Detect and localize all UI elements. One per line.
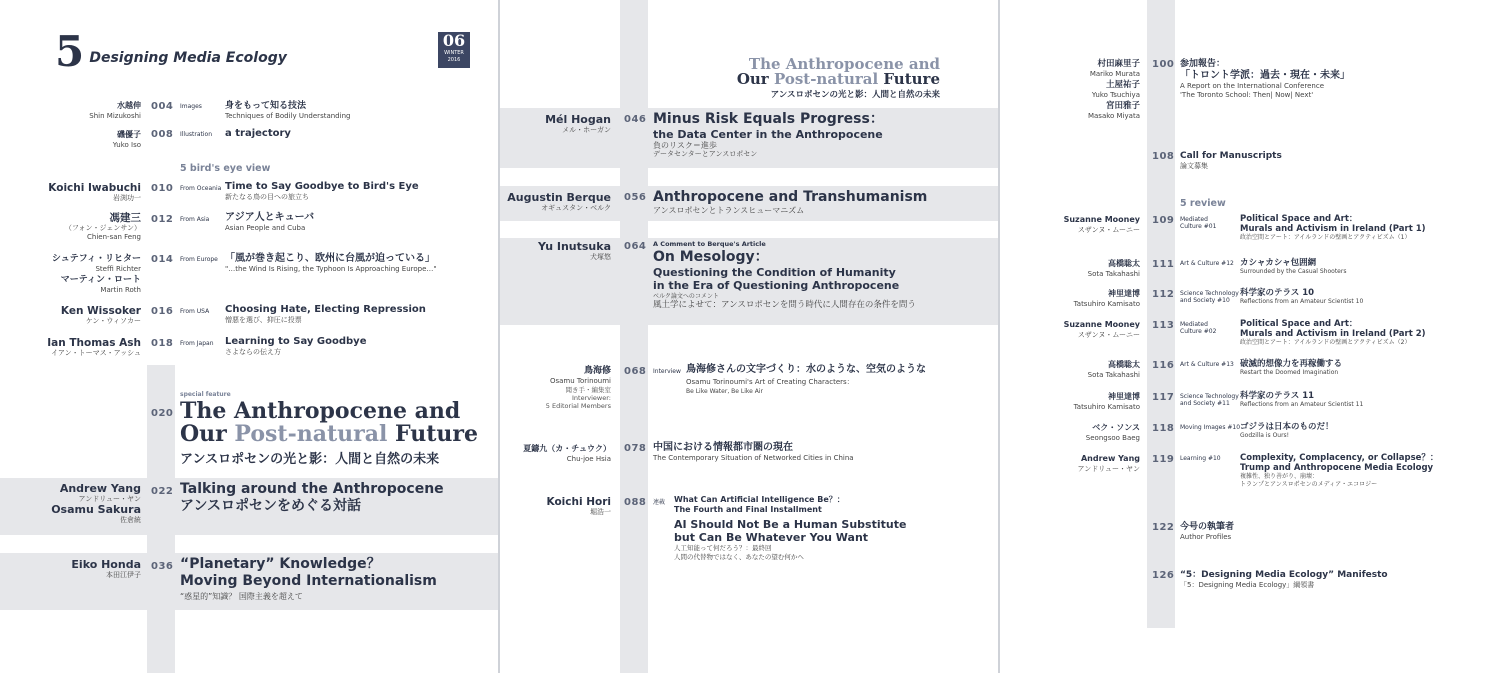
article-title[interactable]: Time to Say Goodbye to Bird's Eye 新たなる鳥の目への旅立ち xyxy=(225,181,419,201)
author: Suzanne Mooney スザンヌ・ムーニー xyxy=(1063,215,1140,234)
page-number: 117 xyxy=(1152,392,1175,403)
category: Science Technology and Society #11 xyxy=(1180,393,1239,407)
author: 高橋聡太 Sota Takahashi xyxy=(1087,259,1140,278)
category: Interview xyxy=(653,368,681,375)
page-number: 118 xyxy=(1152,423,1175,434)
article-title[interactable]: Learning to Say Goodbye さよならの伝え方 xyxy=(225,336,367,356)
article-title[interactable]: 今号の執筆者 Author Profiles xyxy=(1180,522,1235,541)
page-number: 111 xyxy=(1152,259,1175,270)
article-title[interactable]: A Comment to Berque's Article On Mesology： Questioning the Condition of Humanity in the Era of Questioning Anthropocene ベルク論文へのコメント 風土学によせて：アンスロポセンを問う時代に人間存在の条件を問う xyxy=(653,240,916,310)
category: Illustration xyxy=(180,131,213,138)
author: Suzanne Mooney スザンヌ・ムーニー xyxy=(1063,320,1140,339)
article-title[interactable]: Talking around the Anthropocene アンスロポセンをめぐる対話 xyxy=(180,481,444,514)
section-header-title: The Anthropocene and Our Post-natural Future xyxy=(736,55,940,88)
author: Ken Wissoker ケン・ウィソカー xyxy=(60,305,141,325)
page-number: 109 xyxy=(1152,215,1175,226)
article-title[interactable]: What Can Artificial Intelligence Be？： The Fourth and Final Installment AI Should Not Be a Human Substitute but Can Be Whatever You Want 人工知能って何だろう？：最終回 人間の代替物ではなく、あなたの望む何かへ xyxy=(674,495,907,561)
article-title[interactable]: 参加報告： 「トロント学派：過去・現在・未来」 A Report on the International Conference 'The Toronto School: Then| Now| Next' xyxy=(1180,59,1350,99)
author: Ian Thomas Ash イアン・トーマス・アッシュ xyxy=(47,337,141,357)
article-title[interactable]: カシャカシャ包囲網 Surrounded by the Casual Shooters xyxy=(1240,258,1347,275)
page-number: 004 xyxy=(151,101,174,112)
page-number: 036 xyxy=(151,561,174,572)
category: From USA xyxy=(180,308,210,315)
author: Andrew Yang アンドリュー・ヤン xyxy=(1077,454,1140,473)
article-title[interactable]: Call for Manuscripts 論文募集 xyxy=(1180,151,1282,170)
category: Learning #10 xyxy=(1180,455,1221,462)
spread-page-3 xyxy=(1000,0,1500,673)
category: From Oceania xyxy=(180,185,222,192)
issue-header xyxy=(55,27,287,76)
article-title[interactable]: 破滅的想像力を再稼働する Restart the Doomed Imagination xyxy=(1240,359,1343,376)
article-title[interactable]: Anthropocene and Transhumanism アンスロポセンとトランスヒューマニズム xyxy=(653,189,928,215)
page-number: 056 xyxy=(624,192,647,203)
article-title[interactable]: 科学家のテラス 11 Reflections from an Amateur Scientist 11 xyxy=(1240,391,1364,408)
category: Mediated Culture #02 xyxy=(1180,321,1217,335)
author: 水越伸 Shin Mizukoshi xyxy=(89,101,141,120)
category: Science Technology and Society #10 xyxy=(1180,290,1239,304)
page-number: 122 xyxy=(1152,522,1175,533)
author: 馮建三 （フォン・ジェンサン） Chien-san Feng xyxy=(64,212,141,241)
article-title[interactable]: “Planetary” Knowledge？ Moving Beyond Internationalism “惑星的”知識？ 国際主義を超えて xyxy=(180,556,437,601)
page-number: 113 xyxy=(1152,320,1175,331)
feature-title-jp: アンスロポセンの光と影：人間と自然の未来 xyxy=(180,452,440,467)
column-strip xyxy=(1147,0,1175,628)
section-heading: 5 bird's eye view xyxy=(180,163,271,174)
author: 鳥海修 Osamu Torinoumi 聞き手・編集室 Interviewer: 5 Editorial Members xyxy=(545,366,611,410)
spread-page-1 xyxy=(0,0,498,673)
article-title[interactable]: 中国における情報都市圏の現在 The Contemporary Situation of Networked Cities in China xyxy=(653,442,854,462)
issue-number: 5 xyxy=(55,27,85,76)
article-title[interactable]: Choosing Hate, Electing Repression 憎悪を選び、抑圧に投票 xyxy=(225,304,426,324)
page-number: 126 xyxy=(1152,570,1175,581)
issue-badge: 06 WINTER 2016 xyxy=(438,32,470,68)
page-number: 010 xyxy=(151,183,174,194)
author: Koichi Hori 堀浩一 xyxy=(546,496,611,516)
category: Mediated Culture #01 xyxy=(1180,216,1217,230)
article-title[interactable]: Political Space and Art： Murals and Activism in Ireland (Part 2) 政治空間とアート：アイルランドの壁画とアクティビズム（2） xyxy=(1240,319,1426,346)
category: From Asia xyxy=(180,216,210,223)
section-header-jp: アンスロポセンの光と影：人間と自然の未来 xyxy=(770,90,940,100)
article-title[interactable]: 科学家のテラス 10 Reflections from an Amateur Scientist 10 xyxy=(1240,288,1364,305)
article-title[interactable]: Political Space and Art： Murals and Activism in Ireland (Part 1) 政治空間とアート：アイルランドの壁画とアクティビズム（1） xyxy=(1240,214,1426,241)
article-title[interactable]: Minus Risk Equals Progress： the Data Center in the Anthropocene 負のリスク＝進歩 データセンターとアンスロポセン xyxy=(653,111,884,158)
author: 神里達博 Tatsuhiro Kamisato xyxy=(1073,289,1140,308)
author: Yu Inutsuka 犬塚悠 xyxy=(538,240,611,261)
author: ベク・ソンス Seongsoo Baeg xyxy=(1085,423,1140,442)
author: 高橋聡太 Sota Takahashi xyxy=(1087,360,1140,379)
page-number: 018 xyxy=(151,338,174,349)
article-title[interactable]: アジア人とキューバ Asian People and Cuba xyxy=(225,212,315,232)
category: From Europe xyxy=(180,256,218,263)
author: 夏鑄九（カ・チュウク） Chu-joe Hsia xyxy=(523,444,611,463)
article-title[interactable]: 「風が巻き起こり、欧州に台風が迫っている」 "…the Wind Is Rising, the Typhoon Is Approaching Europe…" xyxy=(225,253,437,273)
feature-title[interactable]: The Anthropocene and Our Post-natural Future xyxy=(180,398,478,447)
author: 神里達博 Tatsuhiro Kamisato xyxy=(1073,392,1140,411)
page-number: 046 xyxy=(624,114,647,125)
author: Mél Hogan メル・ホーガン xyxy=(545,113,611,134)
column-strip xyxy=(620,0,648,673)
page-number: 116 xyxy=(1152,360,1175,371)
page-number: 012 xyxy=(151,214,174,225)
page-number: 008 xyxy=(151,129,174,140)
page-number: 119 xyxy=(1152,454,1175,465)
author: シュテフィ・リヒター Steffi Richter マーティン・ロート Martin Roth xyxy=(51,254,141,294)
page-number: 112 xyxy=(1152,289,1175,300)
page-number: 016 xyxy=(151,306,174,317)
page-number: 100 xyxy=(1152,59,1175,70)
article-title[interactable]: “5：Designing Media Ecology” Manifesto 「5：Designing Media Ecology」綱領書 xyxy=(1180,570,1388,589)
page-number: 022 xyxy=(151,486,174,497)
author: 磯優子 Yuko Iso xyxy=(112,130,141,149)
spread-page-2 xyxy=(500,0,998,673)
page-number: 108 xyxy=(1152,151,1175,162)
category: Images xyxy=(180,103,202,110)
section-heading: 5 review xyxy=(1180,198,1226,209)
category: Moving Images #10 xyxy=(1180,424,1241,431)
author: Andrew Yang アンドリュー・ヤン Osamu Sakura 佐倉統 xyxy=(51,482,141,524)
category: Art & Culture #13 xyxy=(1180,361,1234,368)
page-number: 014 xyxy=(151,254,174,265)
feature-label: special feature xyxy=(180,391,231,398)
page-number: 064 xyxy=(624,241,647,252)
page-number: 088 xyxy=(624,497,647,508)
article-title[interactable]: Complexity, Complacency, or Collapse？： Trump and Anthropocene Media Ecology 複雑性、独り善がり、崩壊： トランプとアンスロポセンのメディア・エコロジー xyxy=(1240,453,1439,488)
page-number: 020 xyxy=(151,408,174,419)
article-title[interactable]: 鳥海修さんの文字づくり：水のような、空気のような Osamu Torinoumi's Art of Creating Characters： Be Like Water, Be Like Air xyxy=(686,364,926,395)
author: Koichi Iwabuchi 岩渕功一 xyxy=(48,182,141,202)
category: From Japan xyxy=(180,340,214,347)
author: Augustin Berque オギュスタン・ベルク xyxy=(507,191,611,212)
article-title[interactable]: ゴジラは日本のものだ！ Godzilla is Ours! xyxy=(1240,422,1334,439)
author: 村田麻里子 Mariko Murata 土屋祐子 Yuko Tsuchiya 宮田雅子 Masako Miyata xyxy=(1087,59,1140,120)
category: 連載 xyxy=(653,499,666,506)
page-number: 078 xyxy=(624,443,647,454)
category: Art & Culture #12 xyxy=(1180,260,1234,267)
article-title[interactable]: 身をもって知る技法 Techniques of Bodily Understanding xyxy=(225,101,351,120)
page-number: 068 xyxy=(624,366,647,377)
author: Eiko Honda 本田江伊子 xyxy=(71,558,141,579)
issue-title: Designing Media Ecology xyxy=(89,50,287,66)
article-title[interactable]: a trajectory xyxy=(225,128,291,139)
